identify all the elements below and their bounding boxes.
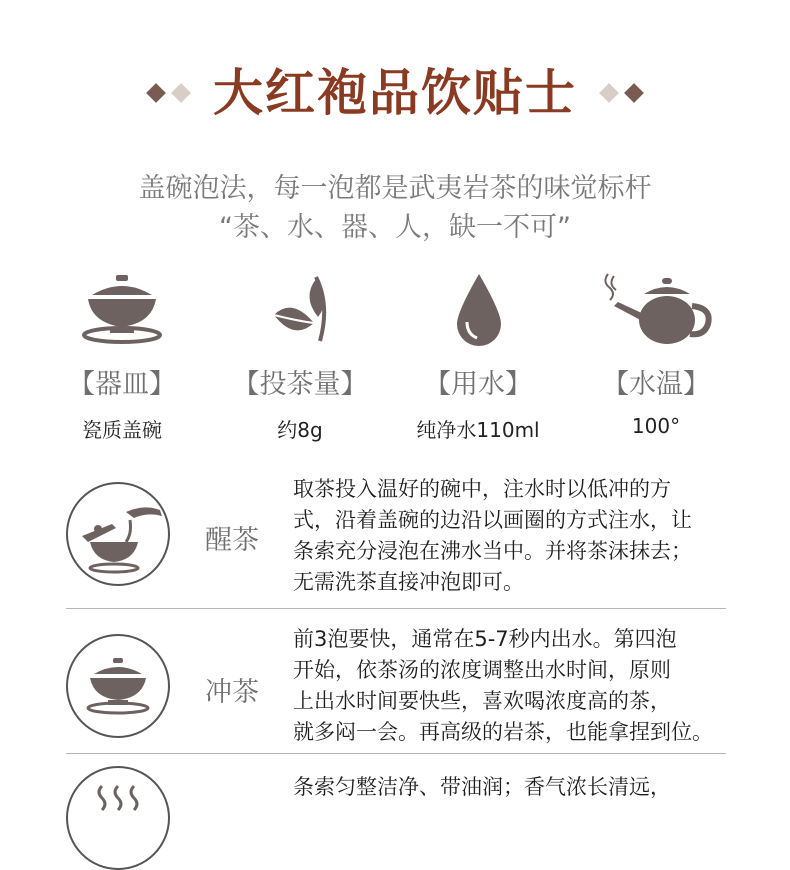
pouring-gaiwan-icon [68,484,168,584]
section-divider [66,608,726,609]
tea-leaf-icon [270,275,332,347]
step-desc-line: 开始，依茶汤的浓度调整出水时间，原则 [293,658,671,682]
tool-label-temperature: 【水温】 [602,369,710,400]
step-desc-brew [293,624,733,748]
step-desc-line: 无需洗茶直接冲泡即可。 [293,570,524,594]
tool-value-temperature: 100° [631,414,681,438]
tool-label-vessel: 【器皿】 [68,369,176,400]
step-icon-circle [66,766,170,870]
steam-icon [68,768,168,868]
tool-value-vessel: 瓷质盖碗 [82,418,162,442]
step-desc-appraise [293,772,733,803]
water-drop-icon [453,272,505,348]
step-desc-line: 就多闷一会。再高级的岩茶，也能拿捏到位。 [293,720,713,744]
step-desc-line: 上出水时间要快些，喜欢喝浓度高的茶， [293,689,671,713]
tool-label-tea-amount: 【投茶量】 [232,369,368,400]
title-row [0,58,790,128]
section-divider [66,753,726,754]
subtitle-line-1: 盖碗泡法，每一泡都是武夷岩茶的味觉标杆 [138,173,652,204]
gaiwan-icon [68,636,168,736]
step-icon-circle [66,634,170,738]
step-desc-awaken [293,474,733,598]
tool-value-water: 纯净水110ml [416,418,540,442]
subtitle-line-2: “茶、水、器、人，缺一不可” [219,212,571,243]
page-title: 大红袍品饮贴士 [213,63,577,122]
step-name-brew: 冲茶 [205,677,259,708]
step-desc-line: 条索匀整洁净、带油润；香气浓长清远， [293,775,671,799]
tool-value-tea-amount: 约8g [277,418,323,442]
step-name-awaken: 醒茶 [205,525,259,556]
gaiwan-icon [80,275,164,345]
teapot-icon [600,272,712,348]
step-icon-circle [66,482,170,586]
step-desc-line: 取茶投入温好的碗中，注水时以低冲的方 [293,477,671,501]
tool-label-water: 【用水】 [424,369,532,400]
step-desc-line: 条索充分浸泡在沸水当中。并将茶沫抹去； [293,539,692,563]
step-desc-line: 前3泡要快，通常在5-7秒内出水。第四泡 [293,627,677,651]
step-desc-line: 式，沿着盖碗的边沿以画圈的方式注水，让 [293,508,692,532]
